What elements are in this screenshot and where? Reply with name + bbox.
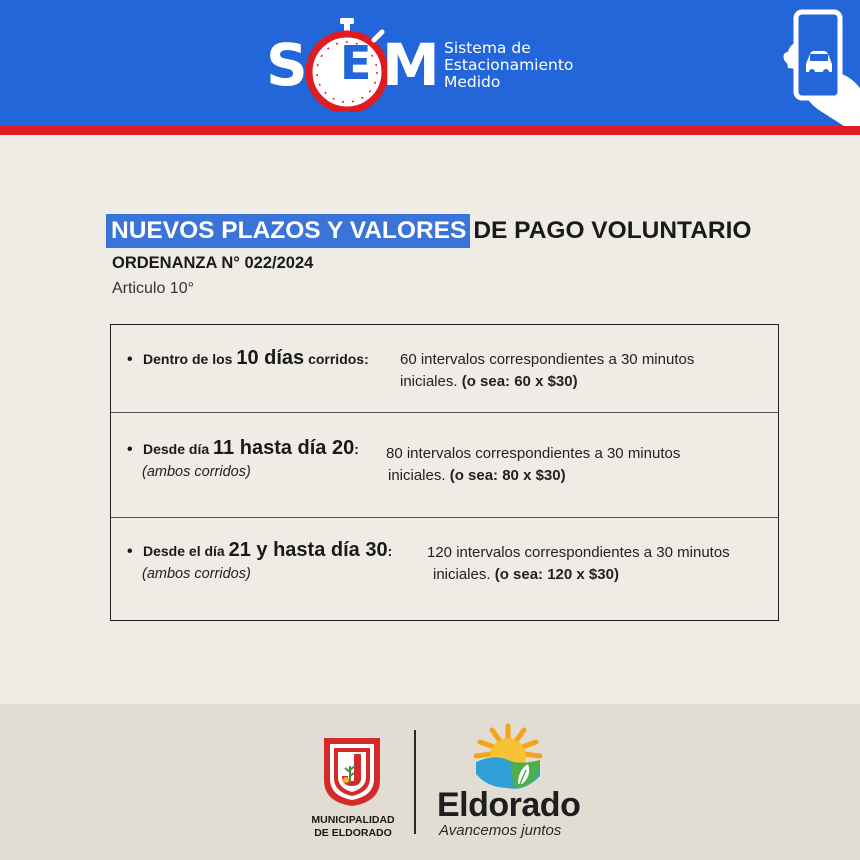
sem-logo: [266, 18, 606, 112]
header-red-stripe: [0, 126, 860, 135]
ordinance-number: ORDENANZA N° 022/2024: [112, 254, 314, 272]
logo-letter-s: S: [266, 31, 308, 99]
tagline-line: Sistema de: [444, 39, 531, 57]
tagline-line: Medido: [444, 73, 501, 91]
city-slogan: Avancemos juntos: [439, 822, 562, 839]
municipality-crest-icon: [322, 736, 382, 808]
city-name: Eldorado: [437, 786, 581, 824]
row-note: (ambos corridos): [142, 464, 251, 480]
tagline-line: Estacionamiento: [444, 56, 574, 74]
bullet-icon: •: [127, 351, 133, 368]
table-row: [111, 518, 778, 620]
eldorado-sun-logo-icon: [474, 722, 542, 790]
row-description: 60 intervalos correspondientes a 30 minutos iniciales. (o sea: 60 x $30): [400, 351, 695, 390]
footer-band: [0, 704, 860, 860]
phone-car-icon: [782, 8, 860, 126]
row-lead: Desde día 11 hasta día 20:: [143, 437, 359, 459]
row-description: 80 intervalos correspondientes a 30 minutos iniciales. (o sea: 80 x $30): [386, 445, 681, 484]
logo-letter-e: E: [340, 36, 372, 90]
table-row: [111, 325, 778, 413]
bullet-icon: •: [127, 441, 133, 458]
row-lead: Desde el día 21 y hasta día 30:: [143, 539, 393, 561]
payment-terms-table: [110, 324, 779, 621]
row-description: 120 intervalos correspondientes a 30 minutos iniciales. (o sea: 120 x $30): [427, 544, 730, 583]
title-rest: DE PAGO VOLUNTARIO: [473, 217, 752, 244]
page-title: [106, 214, 751, 248]
header-banner: [0, 0, 860, 126]
title-highlight: NUEVOS PLAZOS Y VALORES: [106, 214, 470, 248]
footer-divider: [414, 730, 416, 834]
row-note: (ambos corridos): [142, 566, 251, 582]
logo-tagline: [444, 40, 573, 91]
table-row: [111, 413, 778, 518]
logo-letter-m: M: [382, 31, 440, 99]
row-lead: Dentro de los 10 días corridos:: [143, 347, 369, 369]
municipality-name: MUNICIPALIDAD DE ELDORADO: [311, 814, 395, 839]
bullet-icon: •: [127, 543, 133, 560]
article-label: Articulo 10°: [112, 280, 194, 297]
